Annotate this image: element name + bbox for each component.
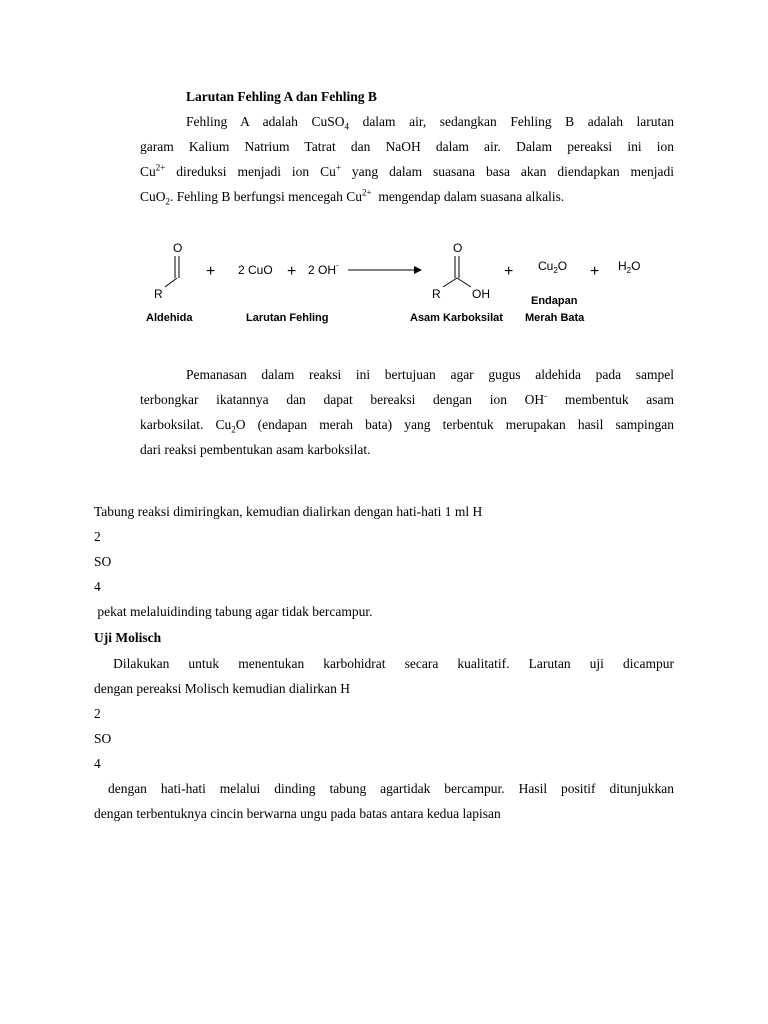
superscript: - <box>544 390 548 401</box>
product-water <box>618 259 640 275</box>
subscript: 2 <box>553 266 558 275</box>
tabung-line-5: pekat melaluidinding tabung agar tidak bercampur. <box>94 604 373 619</box>
r-group-label: R <box>154 287 163 301</box>
molisch-line-7: dengan terbentuknya cincin berwarna ungu pada batas antara kedua lapisan <box>94 806 501 821</box>
text-span: O <box>631 259 641 273</box>
text-span: Cu <box>538 259 554 273</box>
section-heading-molisch: Uji Molisch <box>94 630 162 645</box>
reaction-arrow <box>348 266 422 274</box>
text-span: Cu <box>140 164 156 179</box>
text-span: H <box>618 259 627 273</box>
tabung-line-4: 4 <box>94 579 101 594</box>
text-span: O <box>557 259 568 273</box>
text-span: . Fehling B berfungsi mencegah Cu <box>170 189 362 204</box>
label-endapan: Endapan <box>531 295 578 307</box>
molisch-line-3: 2 <box>94 706 101 721</box>
text-span: direduksi menjadi ion Cu <box>176 164 336 179</box>
plus-sign: + <box>590 263 600 280</box>
paragraph-pemanasan-line-1: Pemanasan dalam reaksi ini bertujuan agar gugus aldehida pada sampel <box>186 367 674 382</box>
text-span: terbongkar ikatannya dan dapat bereaksi dengan ion OH <box>140 392 545 407</box>
text-span: Fehling A adalah CuSO <box>186 114 345 129</box>
product-cu2o <box>538 259 567 275</box>
text-span: O (endapan merah bata) yang terbentuk merupakan hasil sampingan <box>235 417 674 432</box>
label-larutan-fehling: Larutan Fehling <box>246 312 329 324</box>
superscript: 2+ <box>155 162 166 173</box>
paragraph-fehling-line-3 <box>140 162 675 179</box>
molisch-line-6: dengan hati-hati melalui dinding tabung agartidak bercampur. Hasil positif ditunjukkan <box>94 781 674 796</box>
molisch-line-1: Dilakukan untuk menentukan karbohidrat secara kualitatif. Larutan uji dicampur <box>94 656 674 671</box>
text-span: yang dalam suasana basa akan diendapkan menjadi <box>351 164 675 179</box>
superscript: 2+ <box>361 187 372 198</box>
tabung-line-1: Tabung reaksi dimiringkan, kemudian dialirkan dengan hati-hati 1 ml H <box>94 504 483 519</box>
subscript: 2 <box>231 424 236 435</box>
text-span: mengendap dalam suasana alkalis. <box>378 189 565 204</box>
aldehyde-structure <box>154 241 182 301</box>
plus-sign: + <box>504 263 514 280</box>
tabung-line-3: SO <box>94 554 112 569</box>
subscript: 2 <box>165 196 171 207</box>
plus-sign: + <box>287 263 297 280</box>
molisch-line-2: dengan pereaksi Molisch kemudian dialirkan H <box>94 681 351 696</box>
reagent-hydroxide <box>308 261 339 277</box>
paragraph-fehling-line-1 <box>186 114 675 132</box>
text-span: karboksilat. Cu <box>140 417 232 432</box>
reagent-cuo: 2 CuO <box>238 263 273 277</box>
plus-sign: + <box>206 263 216 280</box>
paragraph-pemanasan-line-4: dari reaksi pembentukan asam karboksilat. <box>140 442 371 457</box>
paragraph-fehling-line-2: garam Kalium Natrium Tatrat dan NaOH dalam air. Dalam pereaksi ini ion <box>140 139 674 154</box>
text-span: CuO <box>140 189 166 204</box>
tabung-line-2: 2 <box>94 529 101 544</box>
hydroxide-text: 2 OH <box>308 263 337 277</box>
superscript: - <box>336 261 339 270</box>
reaction-scheme <box>140 232 660 332</box>
carboxylic-acid-structure <box>432 241 490 301</box>
text-span: dalam air, sedangkan Fehling B adalah larutan <box>362 114 675 129</box>
subscript: 2 <box>626 266 632 275</box>
paragraph-fehling-line-4 <box>140 187 565 207</box>
oxygen-atom-label: O <box>453 241 463 255</box>
label-merah-bata: Merah Bata <box>525 312 585 324</box>
label-asam-karboksilat: Asam Karboksilat <box>410 312 503 324</box>
text-span: membentuk asam <box>564 392 674 407</box>
hydroxyl-label: OH <box>472 287 490 301</box>
paragraph-pemanasan-line-3 <box>140 417 674 435</box>
molisch-line-4: SO <box>94 731 112 746</box>
subscript: 4 <box>344 121 349 132</box>
paragraph-pemanasan-line-2 <box>140 390 674 407</box>
r-group-label: R <box>432 287 441 301</box>
molisch-line-5: 4 <box>94 756 101 771</box>
label-aldehida: Aldehida <box>146 312 193 324</box>
section-heading-fehling: Larutan Fehling A dan Fehling B <box>186 89 377 104</box>
oxygen-atom-label: O <box>173 241 183 255</box>
superscript: + <box>335 162 341 173</box>
